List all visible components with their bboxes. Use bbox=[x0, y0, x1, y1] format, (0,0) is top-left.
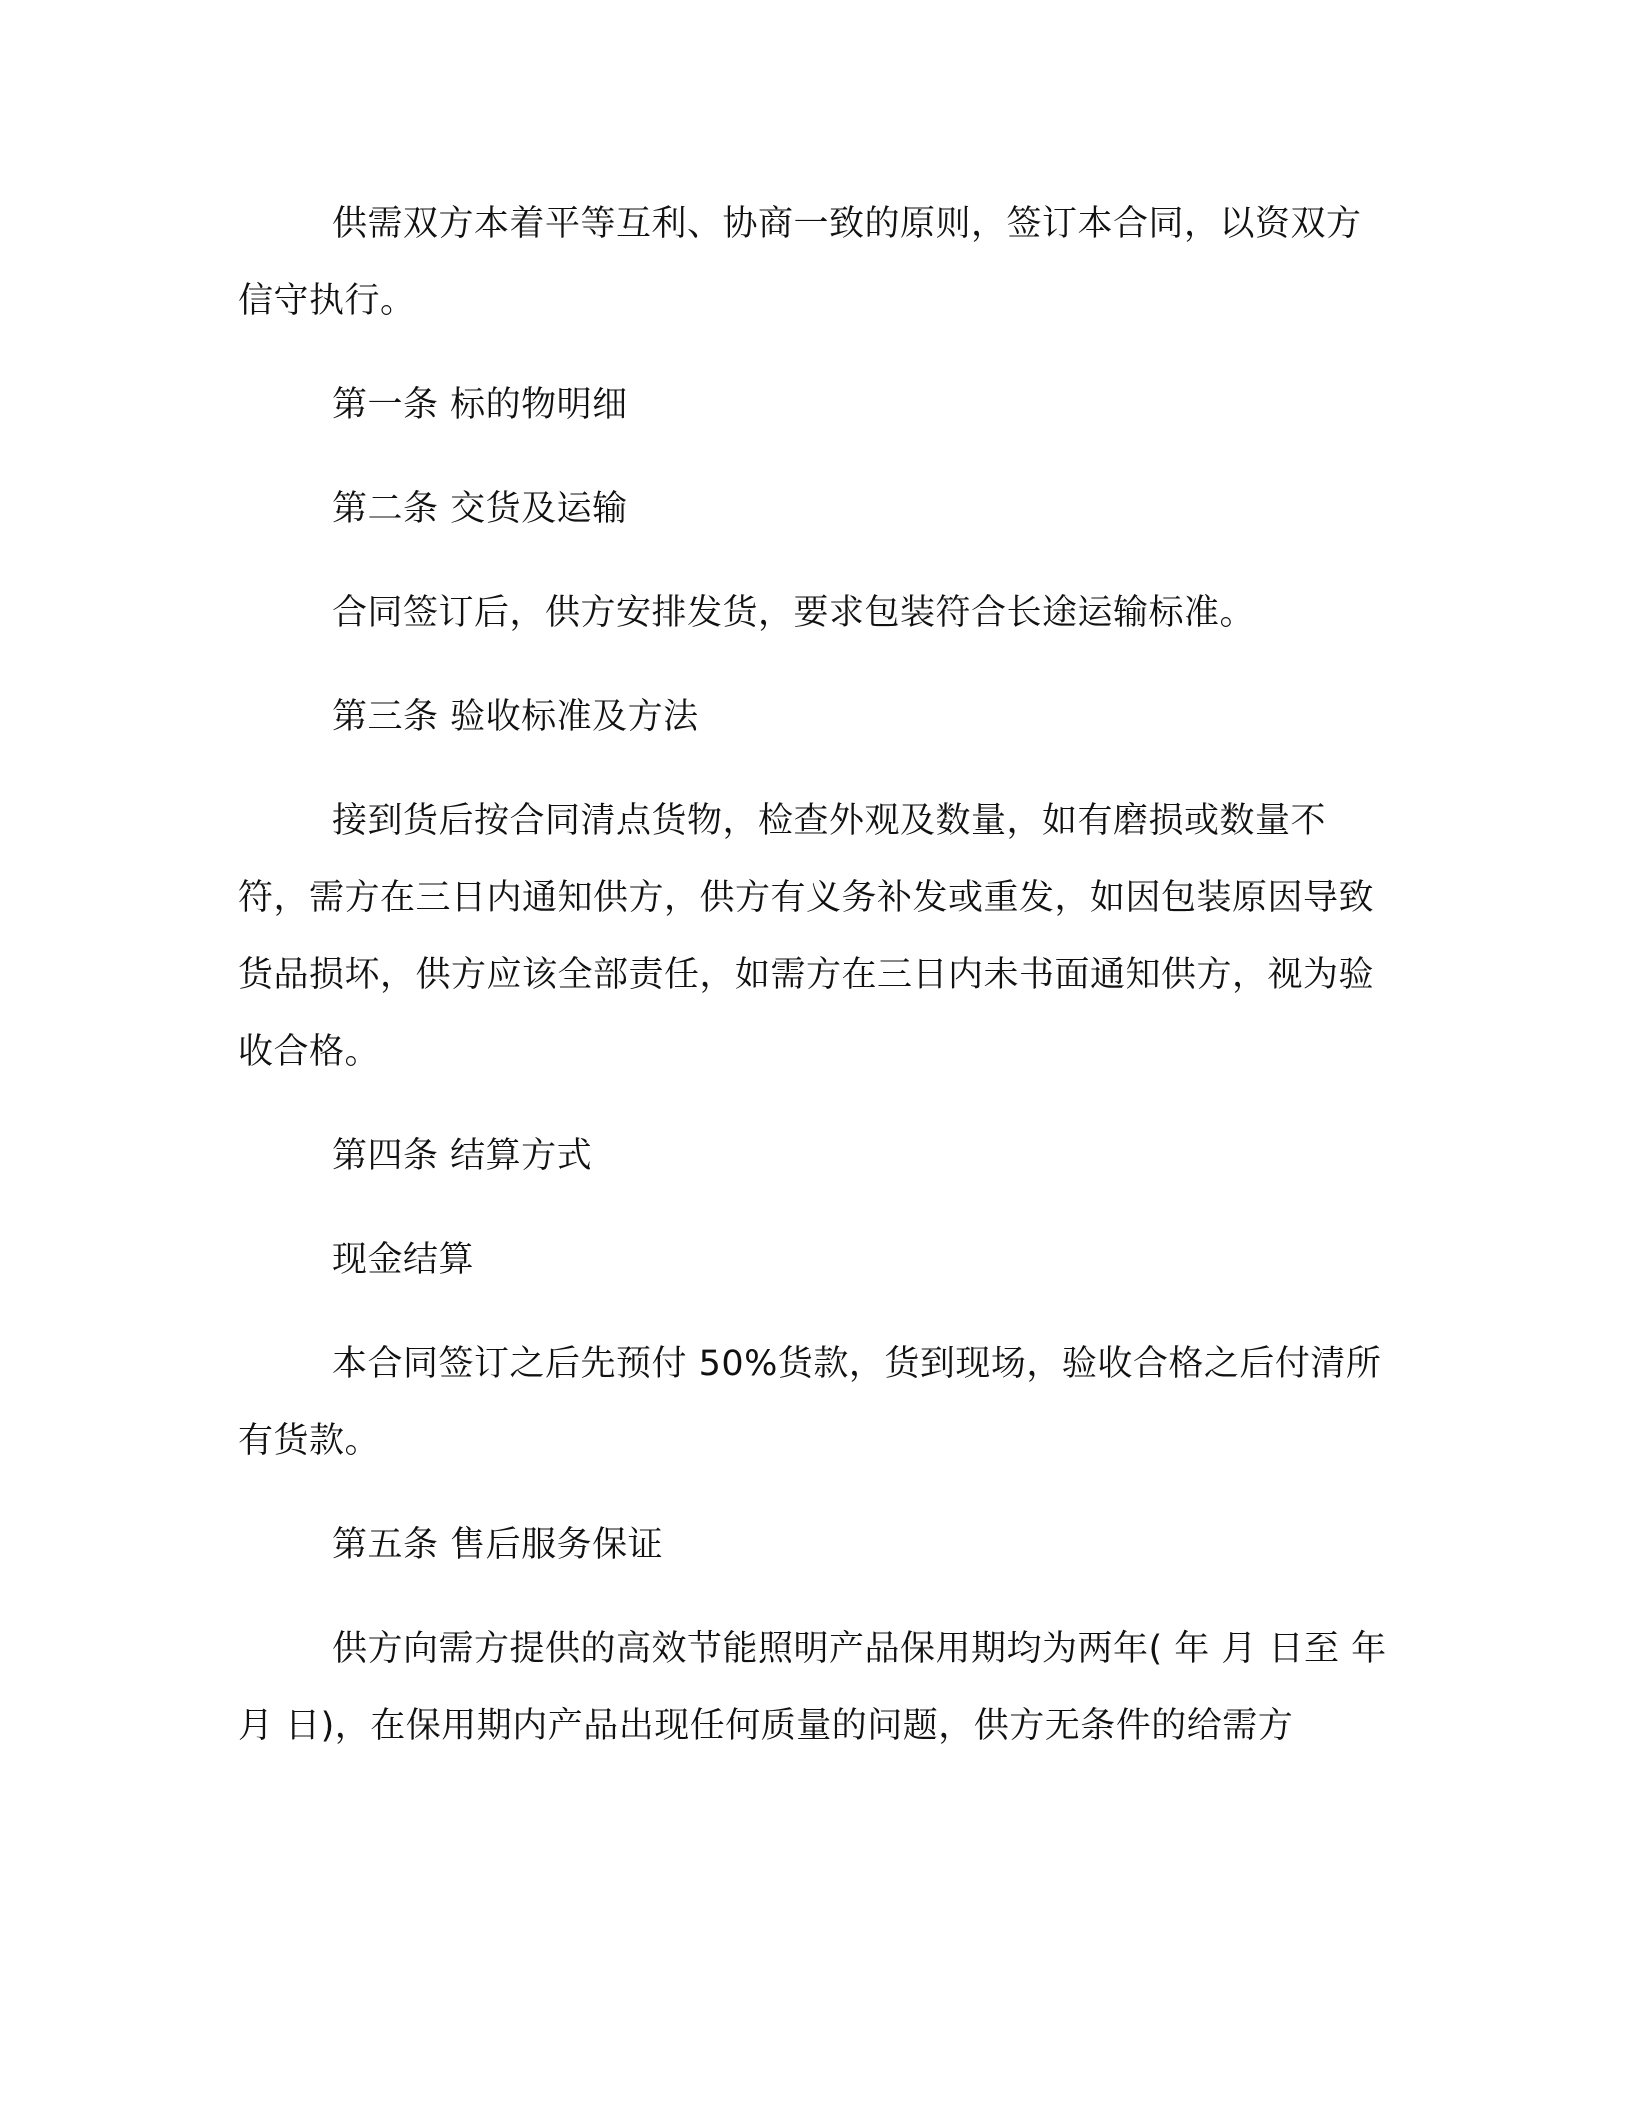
intro-paragraph: 供需双方本着平等互利、协商一致的原则，签订本合同，以资双方信守执行。 bbox=[238, 204, 1362, 321]
article-4-paragraph-payment: 本合同签订之后先预付 50%货款，货到现场，验收合格之后付清所有货款。 bbox=[238, 1344, 1382, 1461]
article-4-heading: 第四条 结算方式 bbox=[332, 1136, 593, 1176]
article-2-paragraph: 合同签订后，供方安排发货，要求包装符合长途运输标准。 bbox=[332, 593, 1256, 633]
article-4-paragraph-method: 现金结算 bbox=[332, 1240, 475, 1280]
article-5-paragraph: 供方向需方提供的高效节能照明产品保用期均为两年( 年 月 日至 年 月 日)，在保用期内产品出现任何质量的问题，供方无条件的给需方 bbox=[238, 1629, 1387, 1746]
article-5-heading: 第五条 售后服务保证 bbox=[332, 1525, 664, 1565]
article-3-paragraph: 接到货后按合同清点货物，检查外观及数量，如有磨损或数量不符，需方在三日内通知供方，供方有义务补发或重发，如因包装原因导致货品损坏，供方应该全部责任，如需方在三日内未书面通知供方，视为验收合格。 bbox=[238, 801, 1375, 1072]
document-body bbox=[238, 186, 1388, 1792]
article-2-heading: 第二条 交货及运输 bbox=[332, 489, 628, 529]
article-1-heading: 第一条 标的物明细 bbox=[332, 385, 628, 425]
article-3-heading: 第三条 验收标准及方法 bbox=[332, 697, 699, 737]
